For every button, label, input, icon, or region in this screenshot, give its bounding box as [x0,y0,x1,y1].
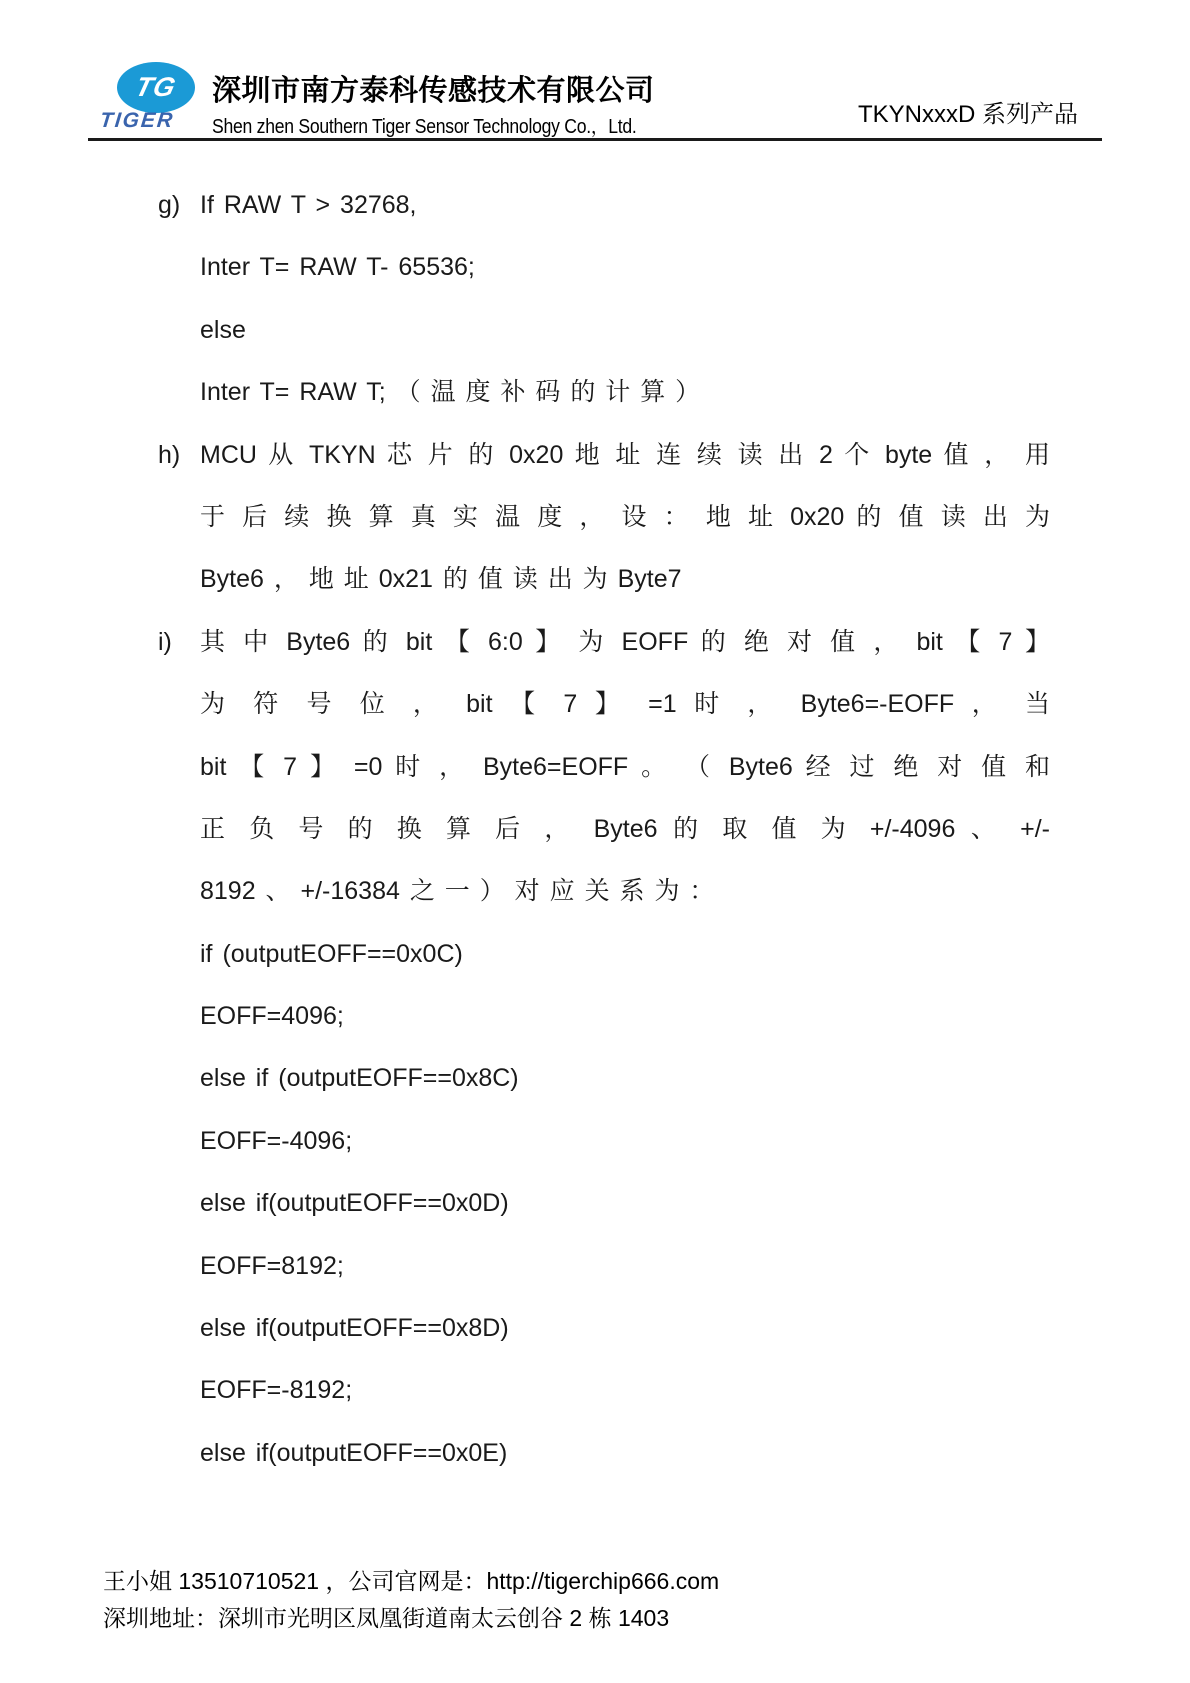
body-line [158,174,1050,236]
body-line [158,798,1050,860]
body-line [158,673,1050,735]
line-text: MCU 从 TKYN 芯 片 的 0x20 地 址 连 续 读 出 2 个 byte 值 ， 用 [200,440,1050,469]
body-line [158,548,1050,610]
line-text: EOFF=8192; [200,1251,344,1280]
line-text: else [200,315,246,344]
line-text: bit 【 7 】 =0 时 ， Byte6=EOFF 。 （ Byte6 经 过 绝 对 值 和 [200,752,1050,781]
logo-wordmark: TIGER [98,109,176,132]
line-text: 正 负 号 的 换 算 后 ， Byte6 的 取 值 为 +/-4096 、 +/- [200,814,1050,843]
line-text: 其 中 Byte6 的 bit 【 6:0 】 为 EOFF 的 绝 对 值 ， bit 【 7 】 [200,627,1050,656]
body-line [158,736,1050,798]
body-line [158,1172,1050,1234]
tiger-logo-icon [117,62,195,113]
footer-contact-line: 王小姐 13510710521 ，公司官网是：http://tigerchip666.com [103,1568,720,1594]
body-line [158,1110,1050,1172]
line-text: else if(outputEOFF==0x8D) [200,1314,509,1343]
line-text: 为 符 号 位 ， bit 【 7 】 =1 时 ， Byte6=-EOFF ， 当 [200,690,1050,719]
company-name-chinese: 深圳市南方泰科传感技术有限公司 [212,75,655,107]
line-text: EOFF=4096; [200,1002,344,1031]
company-name-english: Shen zhen Southern Tiger Sensor Technology Co.，Ltd. [212,116,637,138]
body-line [158,236,1050,298]
body-line [158,361,1050,423]
body-line [158,985,1050,1047]
line-text: 于 后 续 换 算 真 实 温 度 ， 设 ： 地 址 0x20 的 值 读 出 为 [200,502,1050,531]
footer-address-line: 深圳地址：深圳市光明区凤凰街道南太云创谷 2 栋 1403 [103,1605,670,1631]
line-text: 8192 、 +/-16384 之 一 ） 对 应 关 系 为 ： [200,877,715,906]
body-line [158,486,1050,548]
body-line [158,424,1050,486]
body-lines [158,174,1050,1484]
body-line [158,860,1050,922]
list-marker: g) [158,191,181,219]
list-marker: h) [158,440,181,469]
line-text: EOFF=-4096; [200,1126,353,1155]
product-series-label: TKYNxxxD 系列产品 [857,101,1078,128]
page-footer [103,1563,719,1637]
line-text: Inter T= RAW T- 65536; [200,253,475,282]
line-text: else if (outputEOFF==0x8C) [200,1064,519,1093]
body-line [158,1235,1050,1297]
body-line [158,1297,1050,1359]
body-line [158,611,1050,673]
line-text: else if(outputEOFF==0x0E) [200,1438,508,1467]
body-line [158,1047,1050,1109]
line-text: Byte6 ， 地 址 0x21 的 值 读 出 为 Byte7 [200,565,682,594]
line-text: If RAW T > 32768, [200,191,417,219]
body-line [158,299,1050,361]
line-text: else if(outputEOFF==0x0D) [200,1189,509,1218]
body-line [158,1359,1050,1421]
body-line [158,1422,1050,1484]
logo-tg-text: TG [132,72,180,102]
header-divider [88,138,1102,141]
list-marker: i) [158,627,172,656]
line-text: EOFF=-8192; [200,1376,353,1405]
page-header [0,0,1190,145]
body-line [158,923,1050,985]
line-text: if (outputEOFF==0x0C) [200,939,463,968]
line-text: Inter T= RAW T; （ 温 度 补 码 的 计 算 ） [200,378,701,407]
